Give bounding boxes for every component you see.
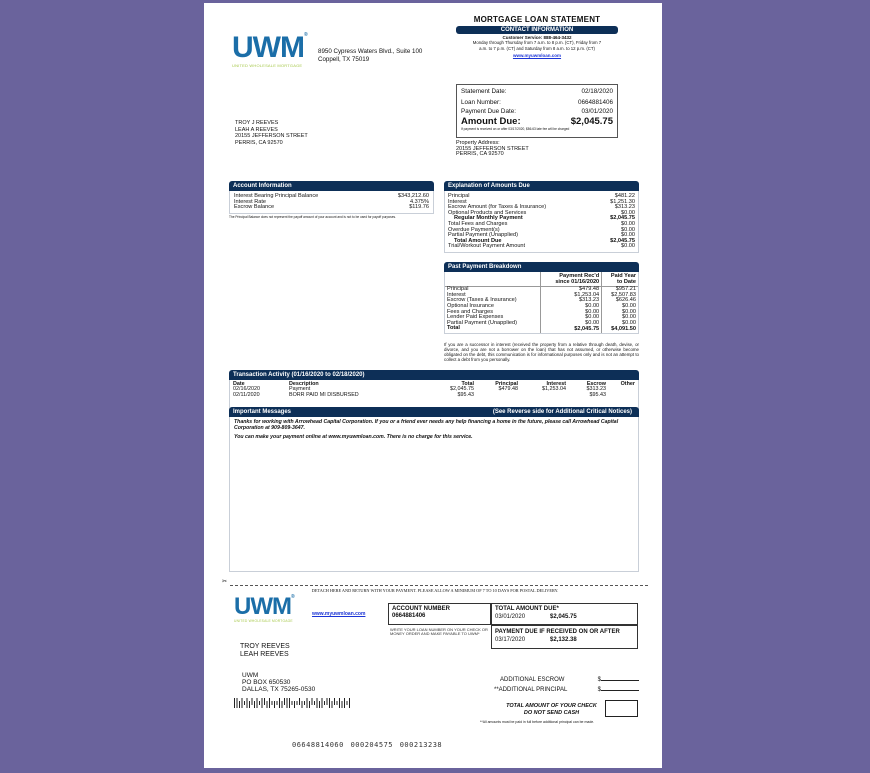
late-payment-amount: $2,132.38 [550,637,577,643]
row-ytd: $0.00 [622,302,636,309]
late-payment-label: PAYMENT DUE IF RECEIVED ON OR AFTER [495,629,620,635]
exp-overdue-label: Overdue Payment(s) [448,226,500,233]
additional-escrow-label: ADDITIONAL ESCROW [500,677,565,683]
remit-address [242,673,315,693]
late-payment-box [491,625,638,649]
exp-interest-value: $1,251.30 [610,198,635,205]
statement-date: 02/18/2020 [581,88,613,95]
additional-payments [494,675,639,695]
row-since: $2,045.75 [540,326,602,333]
account-info-title: Account Information [229,181,434,191]
company-address [318,48,422,64]
txn-description: BORR PAID MI DISBURSED [289,391,359,398]
coupon-uwm-logo [234,595,294,623]
successor-notice: If you are a successor in interest (received the property from a relative through death, devise, or divorce, and you are not a borrower on the loan) that has not assumed, or otherwise become obligated on the debt, this communication is for informational purposes only and is not an attempt to collect a debt from you personally. [444,342,639,362]
past-payment-table [445,272,638,333]
hours-line2: a.m. to 7 p.m. (CT) and Saturday from 8 a.m. to 12 p.m. (CT) [479,45,595,51]
principal-balance-value: $343,212.60 [397,193,429,199]
important-messages-section [229,407,639,572]
check-total-label [504,703,599,716]
total-amount-due-label: TOTAL AMOUNT DUE* [495,606,559,612]
do-not-send-cash: DO NOT SEND CASH [523,709,580,716]
contact-block [456,15,618,58]
th-description: Description [289,381,319,387]
exp-overdue-value: $0.00 [621,226,635,233]
exp-optional-value: $0.00 [621,209,635,216]
coupon-logo-tagline: UNITED WHOLESALE MORTGAGE [234,619,293,623]
check-total-line1: TOTAL AMOUNT OF YOUR CHECK [506,703,597,709]
dollar-sign: $ [597,677,601,683]
row-ytd: $0.00 [622,319,636,326]
dollar-sign: $ [597,687,601,693]
total-amount-due-box [491,603,638,625]
explanation-section [444,181,639,253]
th-interest: Interest [546,381,566,387]
row-label: Optional Insurance [445,304,540,310]
txn-escrow: $95.43 [589,391,606,398]
loan-number: 0664881406 [577,99,613,106]
row-since: $0.00 [540,315,602,321]
coupon-registered-mark: ® [290,594,294,600]
exp-escrow-value: $313.23 [614,204,635,211]
exp-trial-label: Trial/Workout Payment Amount [448,243,526,250]
row-label: Interest [445,293,540,299]
escrow-balance-label: Escrow Balance [234,204,275,211]
statement-page [204,3,662,768]
th-principal: Principal [495,381,518,387]
col-ytd-header: Paid Year [610,273,636,279]
property-address [456,141,529,158]
th-other: Other [620,381,635,387]
col-since-header-sub: since 01/16/2020 [555,278,600,285]
interest-rate-value: 4.375% [410,198,429,205]
txn-interest: $1,253.04 [542,386,566,393]
message-online-payment: You can make your payment online at www.myuwmloan.com. There is no charge for this service. [234,433,473,440]
row-since: $0.00 [540,321,602,327]
uwm-logo [232,33,307,68]
additional-escrow-input[interactable] [601,680,639,681]
borrower-line4: PERRIS, CA 92570 [235,139,283,146]
exp-optional-label: Optional Products and Services [448,209,527,216]
txn-escrow: $313.23 [586,386,606,393]
amount-due-label: Amount Due: [461,116,521,127]
th-escrow: Escrow [586,381,606,387]
additional-principal-input[interactable] [601,690,639,691]
statement-title: MORTGAGE LOAN STATEMENT [473,15,601,24]
company-address-line1: 8950 Cypress Waters Blvd., Suite 100 [318,48,423,55]
txn-date: 02/11/2020 [233,391,260,398]
past-payment-title: Past Payment Breakdown [444,262,639,272]
check-total-input[interactable] [605,700,638,717]
row-label: Principal [445,287,540,293]
txn-description: Payment [289,386,311,393]
exp-principal-label: Principal [448,193,470,199]
property-address-line2: PERRIS, CA 92570 [456,151,504,158]
row-since: $1,253.04 [540,293,602,299]
customer-service-phone: Customer Service: 888-464-3432 [502,35,572,40]
coupon-website-link[interactable]: www.myuwmloan.com [312,611,366,617]
property-address-label: Property Address: [456,140,500,146]
total-due-date: 03/01/2020 [495,613,526,620]
additional-principal-label: **ADDITIONAL PRINCIPAL [494,687,568,693]
past-payment-section [444,262,639,334]
row-label: Total [445,326,540,333]
messages-title: Important Messages [233,409,292,415]
row-since: $0.00 [540,304,602,310]
borrower-line2: LEAH A REEVES [235,126,278,133]
row-ytd: $0.00 [622,314,636,321]
detach-line [222,579,648,593]
col-ytd-header-sub: to Date [617,278,636,285]
row-ytd: $957.21 [615,286,636,293]
transactions-title: Transaction Activity (01/16/2020 to 02/18/2020) [229,370,639,380]
scissors-icon: ✂ [222,579,228,585]
txn-total: $95.43 [457,391,474,398]
website-link[interactable]: www.myuwmloan.com [512,53,562,58]
row-label: Fees and Charges [445,310,540,316]
row-ytd: $626.46 [615,297,636,304]
payer-line1: TROY REEVES [240,643,290,650]
payment-due-date: 03/01/2020 [581,108,613,115]
account-number-label: ACCOUNT NUMBER [392,606,450,612]
txn-principal: $479.48 [498,386,518,393]
txn-interest [518,393,566,398]
txn-total: $2,045.75 [450,386,474,393]
write-loan-number-note: WRITE YOUR LOAN NUMBER ON YOUR CHECK OR MONEY ORDER AND MAKE PAYABLE TO UWM* [390,627,488,637]
late-fee-note: If payment is received on or after 03/17/2020, $86.63 late fee will be charged [461,127,570,131]
th-total: Total [461,381,474,387]
row-since: $479.48 [540,287,602,293]
exp-regular-payment-label: Regular Monthly Payment [454,215,523,222]
row-ytd: $2,507.83 [611,291,636,298]
transactions-table [233,382,635,398]
additional-principal-footnote: **All amounts must be paid in full before additional principal can be made. [480,720,595,724]
row-label: Escrow (Taxes & Insurance) [445,298,540,304]
borrower-line3: 20155 JEFFERSON STREET [235,133,308,139]
loan-number-label: Loan Number: [461,99,501,106]
account-information-section [229,181,434,219]
message-arrowhead: Thanks for working with Arrowhead Capital Corporation. If you or a friend ever needs any help financing a home in the future, please call Arrowhead Capital Corporation at 909-809-3647. [234,419,619,431]
exp-regular-payment-value: $2,045.75 [610,215,635,222]
exp-trial-value: $0.00 [621,243,635,250]
txn-other [606,393,635,398]
postal-barcode [234,695,354,713]
account-number-box [388,603,491,625]
row-label: Lender Paid Expenses [445,315,540,321]
row-since: $0.00 [540,310,602,316]
contact-title: CONTACT INFORMATION [456,26,618,34]
amount-due: $2,045.75 [570,116,613,127]
table-row [233,393,635,398]
table-row-total [445,326,638,333]
payment-due-date-label: Payment Due Date: [461,108,516,115]
col-since-header: Payment Rec'd [559,273,600,279]
exp-fees-value: $0.00 [621,220,635,227]
coupon-payer [240,643,290,658]
txn-date: 02/16/2020 [233,386,260,393]
row-ytd: $4,091.50 [611,325,636,332]
remit-line3: DALLAS, TX 75265-0530 [242,685,316,693]
registered-mark: ® [303,32,307,38]
row-label: Partial Payment (Unapplied) [445,321,540,327]
row-ytd: $0.00 [622,308,636,315]
late-payment-date: 03/17/2020 [495,637,526,643]
principal-balance-note: The Principal Balance does not represent the payoff amount of your account and is not to be used for payoff purposes. [229,214,396,219]
payer-line2: LEAH REEVES [240,650,289,658]
exp-escrow-label: Escrow Amount (for Taxes & Insurance) [448,204,547,211]
borrower-address [235,120,308,146]
remit-line1: UWM [242,672,259,679]
logo-tagline: UNITED WHOLESALE MORTGAGE [232,63,303,68]
exp-total-due-label: Total Amount Due [454,237,502,244]
principal-balance-label: Interest Bearing Principal Balance [234,193,319,199]
total-due-amount: $2,045.75 [550,613,577,620]
row-since: $313.23 [540,298,602,304]
escrow-balance-value: $119.76 [409,204,429,211]
transaction-activity-section [229,370,639,410]
detach-instructions: DETACH HERE AND RETURN WITH YOUR PAYMENT. PLEASE ALLOW A MINIMUM OF 7 TO 10 DAYS FOR POSTAL DELIVERY. [311,588,559,593]
borrower-line1: TROY J REEVES [235,120,279,126]
statement-summary-box [456,84,618,138]
exp-principal-value: $481.22 [614,193,635,199]
ocr-scan-line: 06648814060 000204575 000213238 [292,741,443,749]
logo-text: UWM [232,31,304,64]
interest-rate-label: Interest Rate [234,198,267,205]
exp-partial-label: Partial Payment (Unapplied) [448,232,518,239]
exp-partial-value: $0.00 [621,232,635,239]
messages-subtitle: (See Reverse side for Additional Critical Notices) [492,409,632,415]
hours-line1: Monday through Thursday from 7 a.m. to 8 p.m. (CT), Friday from 7 [472,40,602,45]
company-address-line2: Coppell, TX 75019 [318,56,370,63]
th-date: Date [233,381,245,387]
remit-line2: PO BOX 650530 [242,678,291,686]
statement-date-label: Statement Date: [461,88,507,95]
exp-fees-label: Total Fees and Charges [448,220,508,227]
coupon-account-number: 0664881406 [392,613,426,619]
txn-principal [474,393,518,398]
property-address-line1: 20155 JEFFERSON STREET [456,145,529,152]
exp-total-due-value: $2,045.75 [610,237,635,244]
exp-interest-label: Interest [448,198,467,205]
coupon-logo-text: UWM [234,593,291,620]
explanation-title: Explanation of Amounts Due [444,181,639,191]
